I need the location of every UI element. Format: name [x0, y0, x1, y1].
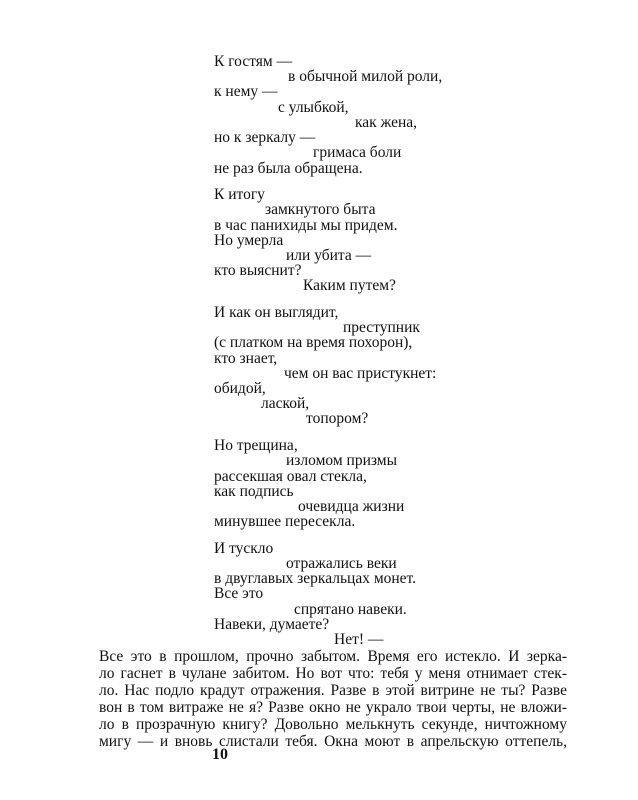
poem-line: гримаса боли [313, 144, 402, 162]
poem-line: Навеки, думаете? [214, 615, 330, 633]
poem-line: минувшее пересекла. [214, 513, 356, 531]
poem-line: кто выяснит? [214, 262, 302, 280]
poem-line: в час панихиды мы придем. [214, 216, 398, 234]
poem-line: очевидца жизни [298, 497, 405, 515]
poem-line: как жена, [355, 113, 418, 131]
poem-line: с улыбкой, [278, 98, 349, 116]
prose-line: вон в том витраже не я? Разве окно не украло твои черты, не вложи- [99, 699, 567, 716]
poem-line: в обычной милой роли, [288, 68, 443, 86]
prose-line: Все это в прошлом, прочно забытом. Время его истекло. И зерка- [99, 648, 567, 665]
poem-line: Но умерла [214, 231, 284, 249]
poem-line: или убита — [286, 246, 372, 264]
poem-line: кто знает, [214, 349, 278, 367]
poem-line: К гостям — [214, 53, 293, 70]
poem-line: рассекшая овал стекла, [214, 467, 367, 485]
poem-line: спрятано навеки. [294, 600, 407, 618]
page-number: 10 [212, 746, 228, 763]
poem-line: Все это [214, 585, 264, 603]
poem-line: И тускло [214, 539, 274, 557]
poem-line: преступник [343, 319, 420, 337]
prose-line: ло гаснет в чулане забитом. Но вот что: тебя у меня отнимает стек- [99, 665, 567, 682]
poem-line: топором? [306, 410, 369, 428]
poem-line: (с платком на время похорон), [214, 334, 413, 352]
poem-line: но к зеркалу — [214, 129, 316, 147]
poem-line: к нему — [214, 83, 278, 101]
poem-line: К итогу [214, 186, 265, 204]
poem-line: не раз была обращена. [214, 159, 363, 177]
poem-line: Каким путем? [303, 277, 396, 295]
prose-line: ло в прозрачную книгу? Довольно мелькнуть секунде, ничтожному [99, 716, 567, 733]
poem-line: Нет! — [334, 631, 384, 648]
prose-paragraph [99, 648, 567, 750]
poem-line: Но трещина, [214, 437, 298, 455]
poem-line: И как он выглядит, [214, 304, 339, 321]
prose-line: мигу — и вновь слистали тебя. Окна моют в апрельскую оттепель, [99, 733, 567, 750]
poem-line: в двуглавых зеркальцах монет. [214, 570, 417, 588]
poem-line: замкнутого быта [265, 201, 376, 219]
poem-line: лаской, [261, 395, 310, 413]
poem-line: чем он вас пристукнет: [284, 364, 437, 382]
poem-line: как подпись [214, 482, 294, 500]
prose-line: ло. Нас подло крадут отражения. Разве в этой витрине не ты? Разве [99, 682, 567, 699]
poem-line: отражались веки [286, 554, 397, 572]
poem-line: изломом призмы [286, 452, 398, 470]
poem-line: обидой, [214, 380, 266, 397]
